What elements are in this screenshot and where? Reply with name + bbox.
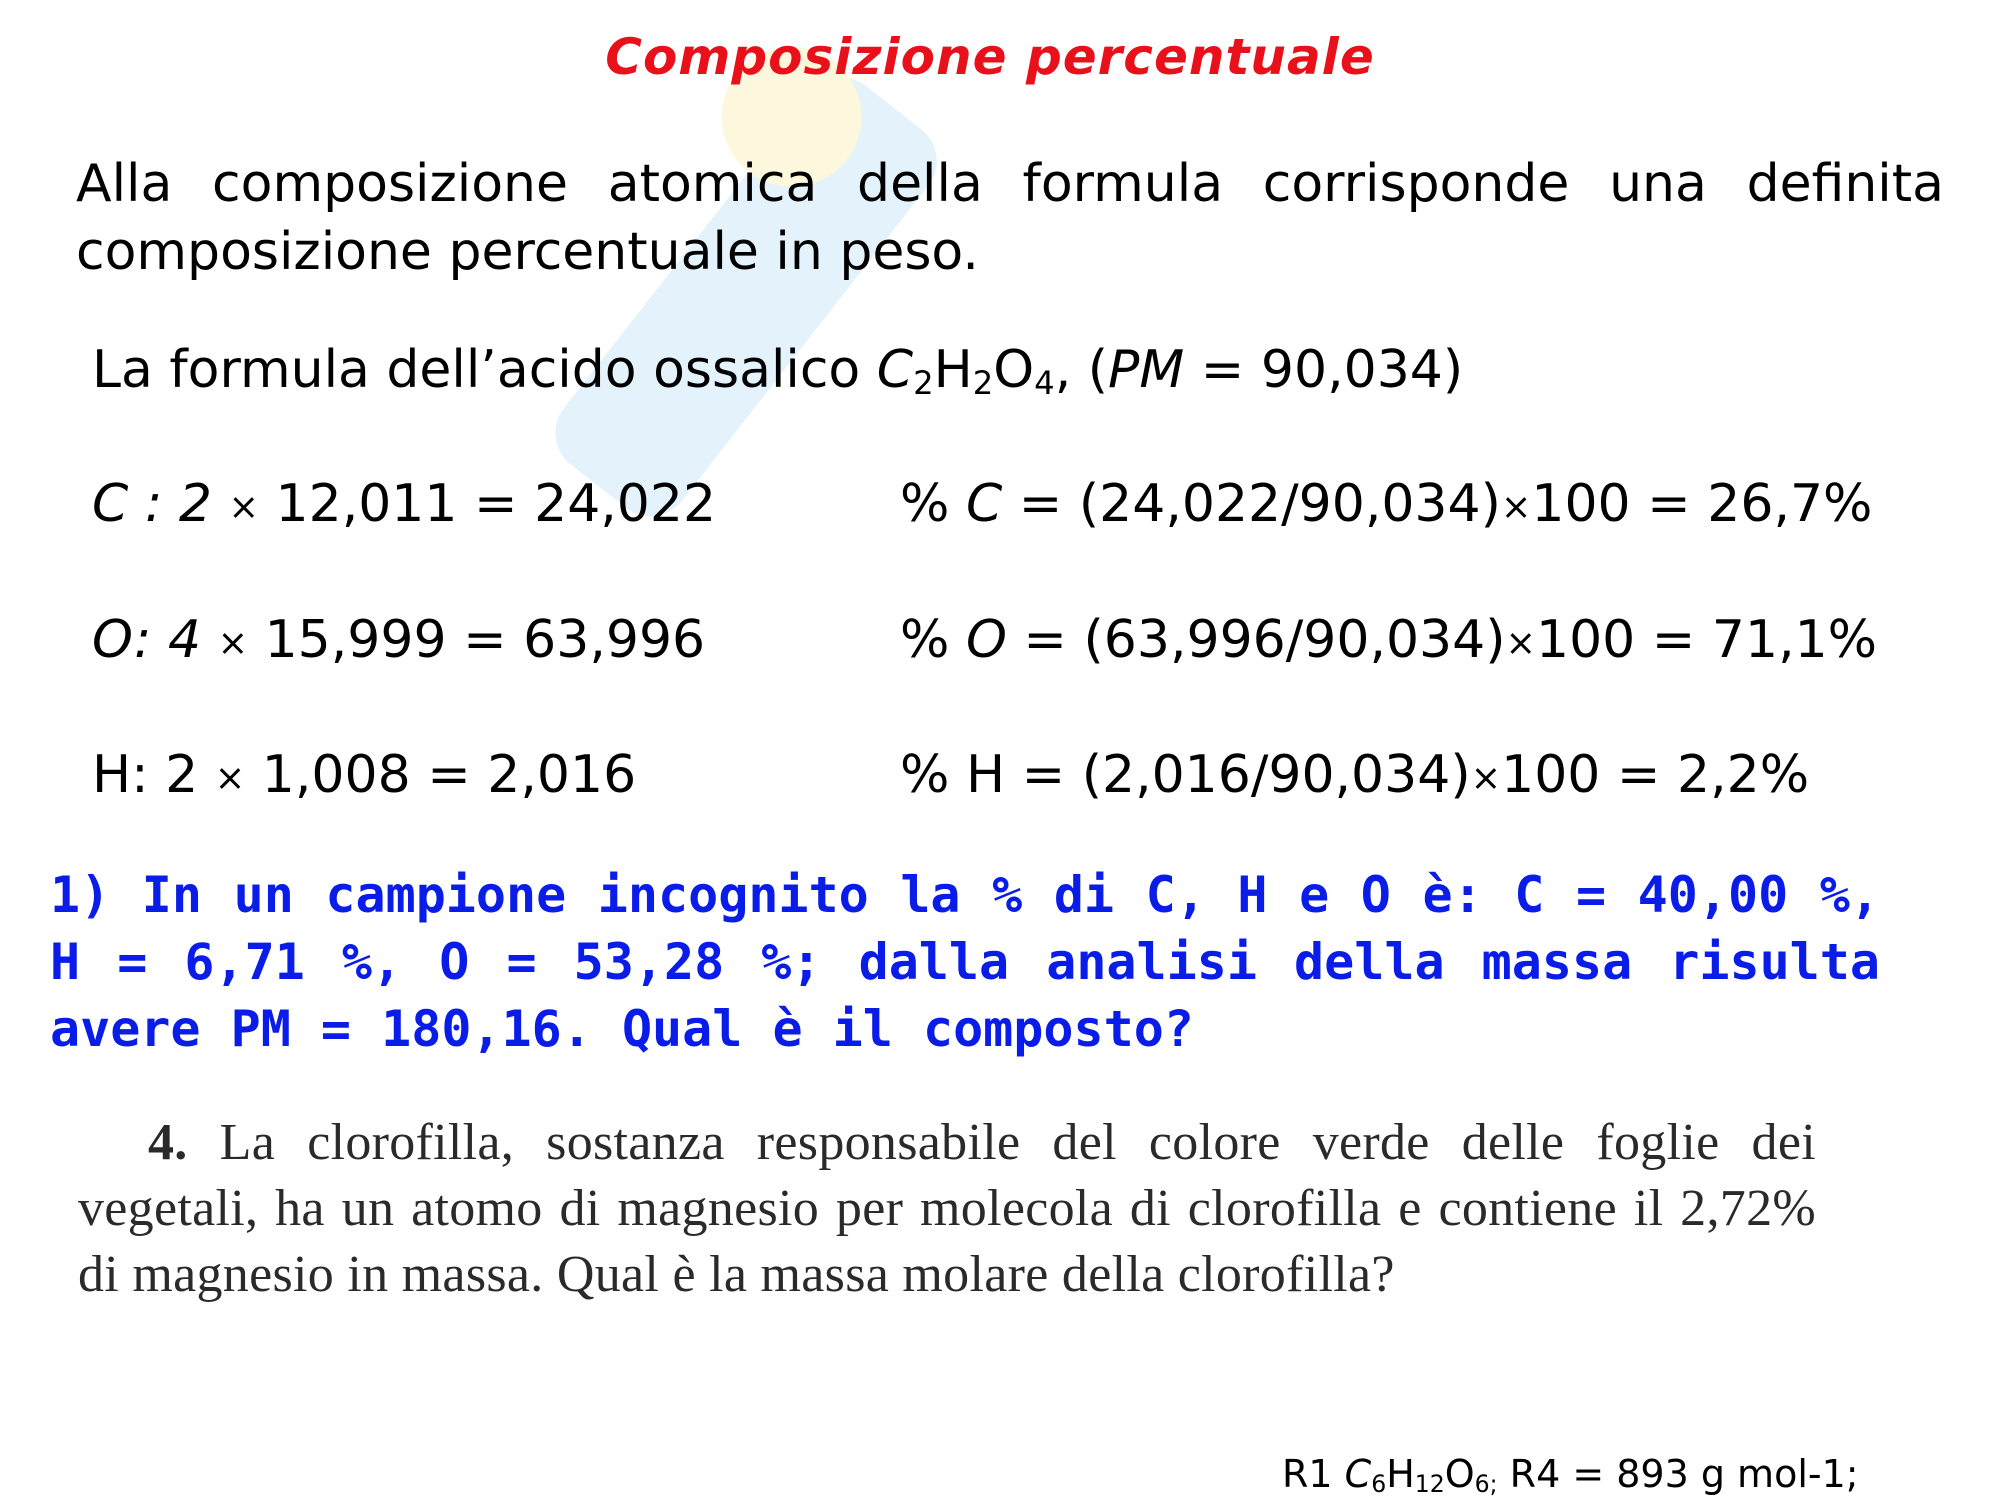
carbon-mass-calc: C : 2 × 12,011 = 24,022 xyxy=(92,474,717,534)
watermark-logo xyxy=(396,0,1103,662)
problem-text: La clorofilla, sostanza responsabile del colore verde delle foglie dei vegetali, ha un atomo di magnesio per molecola di clorofilla e contiene il 2,72% di magnesio in massa. Qual è la massa molare della clorofilla? xyxy=(78,1114,1816,1303)
carbon-percent-calc: % C = (24,022/90,034)×100 = 26,7% xyxy=(900,474,1873,534)
problem-4 xyxy=(78,1110,1816,1308)
oxygen-percent-calc: % O = (63,996/90,034)×100 = 71,1% xyxy=(900,610,1878,670)
problem-number: 4. xyxy=(148,1114,188,1171)
hydrogen-percent-calc: % H = (2,016/90,034)×100 = 2,2% xyxy=(900,745,1810,805)
problem-1: 1) In un campione incognito la % di C, H e O è: C = 40,00 %, H = 6,71 %, O = 53,28 %; dalla analisi della massa risulta avere PM = 180,16. Qual è il composto? xyxy=(50,866,1880,1058)
answers-line: R1 $C_6H_{12}O_{6;}$ R4 = 893 g mol-1; xyxy=(1282,1452,1859,1499)
intro-paragraph: Alla composizione atomica della formula corrisponde una definita composizione percentuale in peso. xyxy=(76,154,1944,282)
slide-title: Composizione percentuale xyxy=(605,28,1375,86)
oxygen-mass-calc: O: 4 × 15,999 = 63,996 xyxy=(92,610,706,670)
hydrogen-mass-calc: H: 2 × 1,008 = 2,016 xyxy=(92,745,637,805)
oxalic-acid-formula: La formula dell’acido ossalico $C_2H_2O_4$, (PM = 90,034) xyxy=(92,340,1464,403)
